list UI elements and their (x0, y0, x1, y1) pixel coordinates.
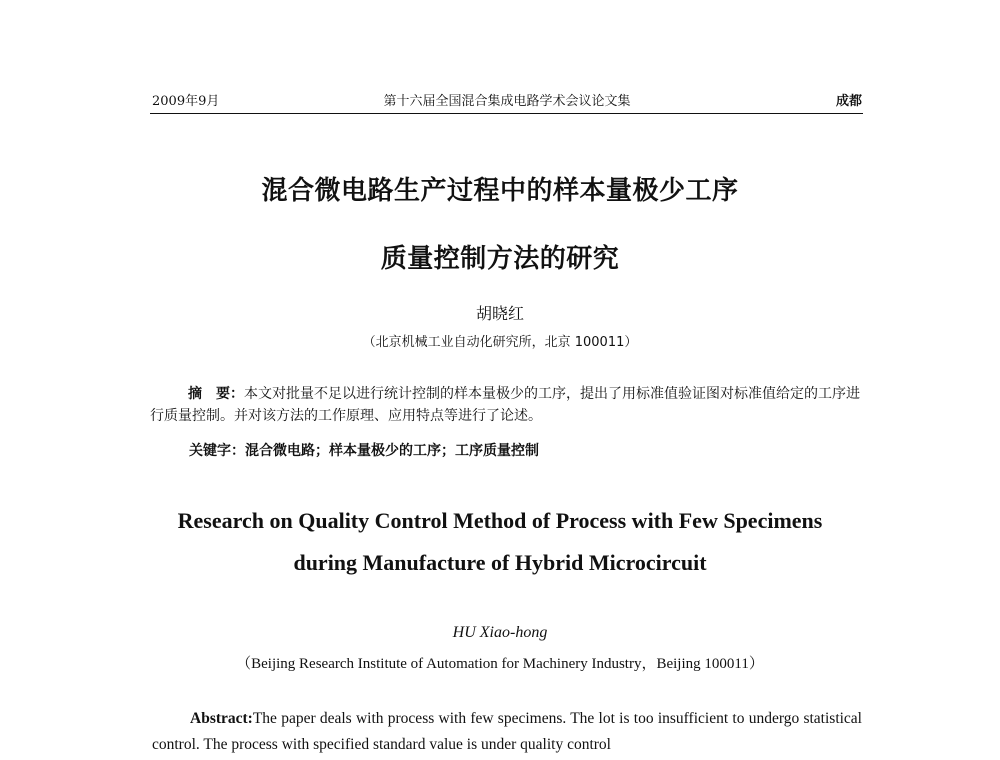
running-header (152, 92, 862, 112)
en-abstract-label: Abstract: (190, 710, 253, 727)
en-affiliation: （Beijing Research Institute of Automation for Machinery Industry，Beijing 100011） (236, 656, 764, 672)
zh-keywords: 关键字：混合微电路；样本量极少的工序；工序质量控制 (189, 443, 539, 459)
en-abstract (152, 706, 862, 758)
zh-author: 胡晓红 (475, 304, 524, 323)
header-proceedings-title: 第十六届全国混合集成电路学术会议论文集 (383, 94, 631, 109)
zh-abstract-text: 本文对批量不足以进行统计控制的样本量极少的工序，提出了用标准值验证图对标准值给定的工序进行质量控制。并对该方法的工作原理、应用特点等进行了论述。 (150, 386, 860, 424)
en-author: HU Xiao-hong (452, 624, 548, 641)
header-rule (150, 113, 863, 114)
en-title-line-2: during Manufacture of Hybrid Microcircuit (293, 550, 707, 575)
en-title-line-1: Research on Quality Control Method of Process with Few Specimens (177, 508, 823, 533)
en-abstract-text: The paper deals with process with few specimens. The lot is too insufficient to undergo statistical control. The process with specified standard value is under quality control (152, 710, 862, 753)
zh-title-line-1: 混合微电路生产过程中的样本量极少工序 (261, 176, 739, 206)
header-date: 2009年9月 (152, 94, 220, 109)
zh-title-line-2: 质量控制方法的研究 (380, 244, 620, 274)
zh-affiliation: （北京机械工业自动化研究所，北京 100011） (362, 335, 638, 350)
zh-abstract-label: 摘 要： (188, 386, 244, 402)
zh-abstract (150, 383, 862, 427)
header-location: 成都 (835, 94, 862, 109)
